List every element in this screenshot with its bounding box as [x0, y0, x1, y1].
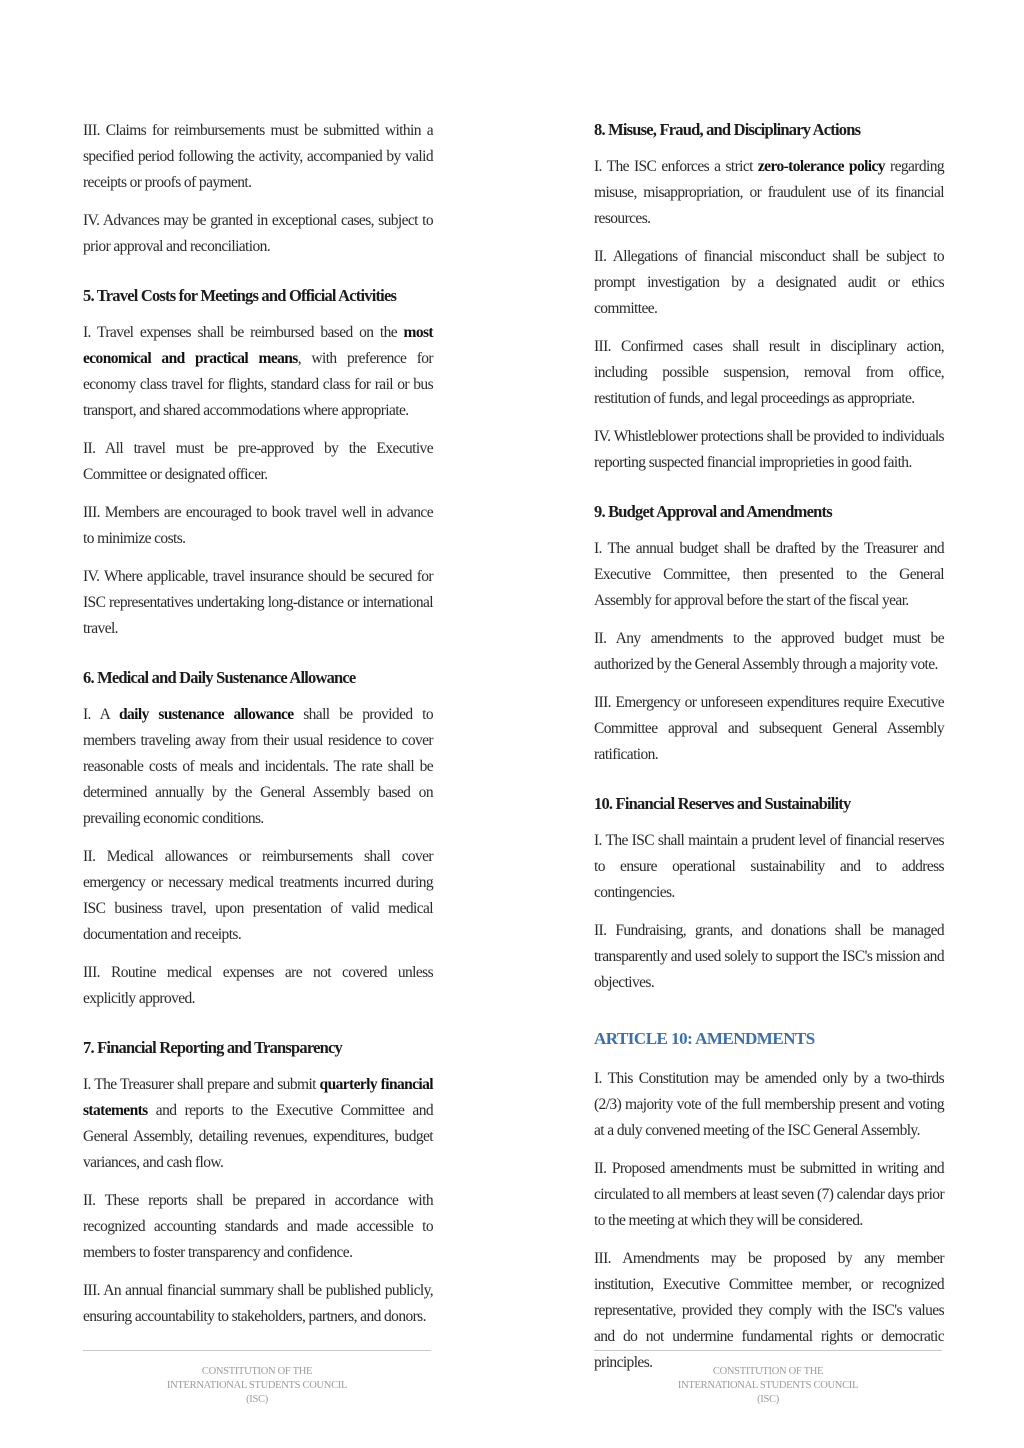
- bold-text: quarterly financial statements: [83, 1076, 433, 1119]
- paragraph-prudent-reserves: I. The ISC shall maintain a prudent level of financial reserves to ensure operational sustainability and to address contingencies.: [594, 832, 944, 901]
- bold-text: zero-tolerance policy: [757, 158, 885, 175]
- text-run: and reports to the Executive Committee and General Assembly, detailing revenues, expenditures, budget variances, and cash flow.: [83, 1102, 433, 1171]
- text-run: I. The Treasurer shall prepare and submit: [83, 1076, 320, 1093]
- paragraph-travel-booking: III. Members are encouraged to book travel well in advance to minimize costs.: [83, 504, 433, 547]
- paragraph-travel-preapproval: II. All travel must be pre-approved by the Executive Committee or designated officer.: [83, 440, 433, 483]
- section-heading-misuse-fraud: 8. Misuse, Fraud, and Disciplinary Actions: [594, 120, 861, 139]
- paragraph-accounting-standards: II. These reports shall be prepared in accordance with recognized accounting standards and made accessible to members to foster transparency and confidence.: [83, 1192, 433, 1261]
- paragraph-zero-tolerance: [594, 154, 944, 232]
- section-heading-travel-costs: 5. Travel Costs for Meetings and Official Activities: [83, 286, 397, 305]
- section-heading-medical-allowance: 6. Medical and Daily Sustenance Allowance: [83, 668, 356, 687]
- text-run: I. A: [83, 706, 120, 723]
- section-heading-budget-approval: 9. Budget Approval and Amendments: [594, 502, 832, 521]
- paragraph-whistleblower: IV. Whistleblower protections shall be provided to individuals reporting suspected financial improprieties in good faith.: [594, 428, 944, 471]
- text-run: regarding misuse, misappropriation, or fraudulent use of its financial resources.: [594, 158, 945, 227]
- footer-line-3: (ISC): [246, 1394, 268, 1405]
- bold-text: most economical and practical means: [83, 324, 433, 367]
- paragraph-proposed-amendments: II. Proposed amendments must be submitted in writing and circulated to all members at least seven (7) calendar days prior to the meeting at which they will be considered.: [594, 1160, 944, 1229]
- footer-divider: [594, 1350, 942, 1351]
- paragraph-misconduct-investigation: II. Allegations of financial misconduct shall be subject to prompt investigation by a designated audit or ethics committee.: [594, 248, 944, 317]
- paragraph-fundraising: II. Fundraising, grants, and donations shall be managed transparently and used solely to support the ISC's mission and objectives.: [594, 922, 944, 991]
- right-column: [594, 118, 944, 1388]
- paragraph-sustenance-allowance: [83, 702, 433, 832]
- paragraph-claims-reimbursement: III. Claims for reimbursements must be submitted within a specified period following the activity, accompanied by valid receipts or proofs of payment.: [83, 122, 433, 191]
- page-footer-right: [594, 1350, 942, 1407]
- bold-text: daily sustenance allowance: [119, 706, 294, 723]
- paragraph-budget-amendments: II. Any amendments to the approved budget must be authorized by the General Assembly through a majority vote.: [594, 630, 944, 673]
- paragraph-routine-medical: III. Routine medical expenses are not covered unless explicitly approved.: [83, 964, 433, 1007]
- article-heading-amendments: ARTICLE 10: AMENDMENTS: [594, 1029, 815, 1048]
- text-run: shall be provided to members traveling away from their usual residence to cover reasonable costs of meals and incidentals. The rate shall be determined annually by the General Assembly based on prevailing economic conditions.: [83, 706, 433, 827]
- footer-line-1: CONSTITUTION OF THE: [712, 1366, 824, 1377]
- paragraph-annual-summary: III. An annual financial summary shall be published publicly, ensuring accountability to stakeholders, partners, and donors.: [83, 1282, 433, 1325]
- paragraph-emergency-expenditures: III. Emergency or unforeseen expenditures require Executive Committee approval and subsequent General Assembly ratification.: [594, 694, 944, 763]
- footer-divider: [83, 1350, 431, 1351]
- footer-line-1: CONSTITUTION OF THE: [201, 1366, 313, 1377]
- paragraph-quarterly-statements: [83, 1072, 433, 1176]
- paragraph-travel-expenses: [83, 320, 433, 424]
- footer-line-2: INTERNATIONAL STUDENTS COUNCIL: [166, 1380, 348, 1391]
- page-footer-left: [83, 1350, 431, 1407]
- paragraph-amendment-proposers: III. Amendments may be proposed by any member institution, Executive Committee member, or recognized representative, provided they comply with the ISC's values and do not undermine fundamental rights or democratic principles.: [594, 1250, 944, 1371]
- text-run: , with preference for economy class travel for flights, standard class for rail or bus transport, and shared accommodations where appropriate.: [83, 350, 433, 419]
- paragraph-annual-budget: I. The annual budget shall be drafted by the Treasurer and Executive Committee, then presented to the General Assembly for approval before the start of the fiscal year.: [594, 540, 944, 609]
- paragraph-medical-reimbursement: II. Medical allowances or reimbursements shall cover emergency or necessary medical treatments incurred during ISC business travel, upon presentation of valid medical documentation and receipts.: [83, 848, 433, 943]
- paragraph-disciplinary-action: III. Confirmed cases shall result in disciplinary action, including possible suspension, removal from office, restitution of funds, and legal proceedings as appropriate.: [594, 338, 944, 407]
- section-heading-financial-reserves: 10. Financial Reserves and Sustainability: [594, 794, 851, 813]
- footer-line-2: INTERNATIONAL STUDENTS COUNCIL: [677, 1380, 859, 1391]
- section-heading-financial-reporting: 7. Financial Reporting and Transparency: [83, 1038, 342, 1057]
- footer-line-3: (ISC): [757, 1394, 779, 1405]
- text-run: I. The ISC enforces a strict: [594, 158, 758, 175]
- left-column: [83, 118, 433, 1342]
- paragraph-advances: IV. Advances may be granted in exceptional cases, subject to prior approval and reconciliation.: [83, 212, 433, 255]
- paragraph-travel-insurance: IV. Where applicable, travel insurance should be secured for ISC representatives undertaking long-distance or international travel.: [83, 568, 433, 637]
- text-run: I. Travel expenses shall be reimbursed based on the: [83, 324, 404, 341]
- paragraph-two-thirds-vote: I. This Constitution may be amended only by a two-thirds (2/3) majority vote of the full membership present and voting at a duly convened meeting of the ISC General Assembly.: [594, 1070, 944, 1139]
